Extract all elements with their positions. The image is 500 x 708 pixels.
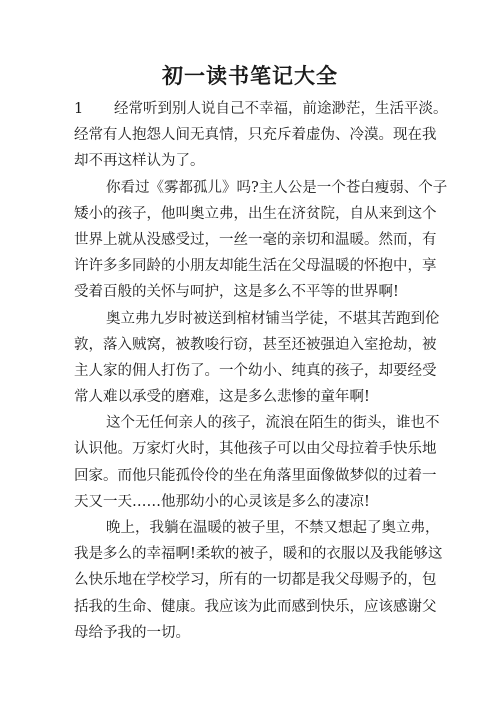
- text-line: 晚上，我躺在温暖的被子里，不禁又想起了奥立弗，: [106, 520, 440, 536]
- line-text: 经常听到别人说自己不幸福，前途渺茫，生活平淡。: [114, 101, 448, 117]
- text-line: [74, 96, 448, 122]
- text-line: 却不再这样认为了。: [74, 153, 205, 170]
- text-line: 母给予我的一切。: [74, 624, 190, 641]
- text-line: 经常有人抱怨人间无真情，只充斥着虚伪、冷漠。现在我: [74, 127, 437, 144]
- document-title: 初一读书笔记大全: [162, 63, 338, 88]
- text-line: 主人家的佣人打伤了。一个幼小、纯真的孩子，却要经受: [74, 362, 437, 379]
- text-line: 天又一天……他那幼小的心灵该是多么的凄凉!: [74, 493, 370, 510]
- text-line: 认识他。万家灯火时，其他孩子可以由父母拉着手快乐地: [74, 441, 437, 458]
- text-line: 许许多多同龄的小朋友却能生活在父母温暖的怀抱中，享: [74, 258, 437, 275]
- text-line: 奥立弗九岁时被送到棺材铺当学徒，不堪其苦跑到伦: [106, 310, 440, 327]
- text-line: 受着百般的关怀与呵护，这是多么不平等的世界啊!: [74, 284, 399, 301]
- section-number: 1: [74, 101, 84, 117]
- text-line: 矮小的孩子，他叫奥立弗，出生在济贫院，自从来到这个: [74, 205, 437, 222]
- document-body: [74, 96, 448, 646]
- text-line: 常人难以承受的磨难，这是多么悲惨的童年啊!: [74, 389, 370, 406]
- text-line: 回家。而他只能孤伶伶的坐在角落里面像做梦似的过着一: [74, 467, 437, 484]
- text-line: 世界上就从没感受过，一丝一毫的亲切和温暖。然而，有: [74, 231, 437, 248]
- text-line: 么快乐地在学校学习，所有的一切都是我父母赐予的，包: [74, 572, 437, 589]
- text-line: 这个无任何亲人的孩子，流浪在陌生的街头，谁也不: [106, 415, 440, 432]
- text-line: 括我的生命、健康。我应该为此而感到快乐，应该感谢父: [74, 598, 437, 615]
- text-line: 你看过《雾都孤儿》吗?主人公是一个苍白瘦弱、个子: [106, 179, 448, 196]
- text-line: 敦，落入贼窝，被教唆行窃，甚至还被强迫入室抢劫，被: [74, 336, 437, 353]
- text-line: 我是多么的幸福啊!柔软的被子，暖和的衣服以及我能够这: [74, 546, 443, 563]
